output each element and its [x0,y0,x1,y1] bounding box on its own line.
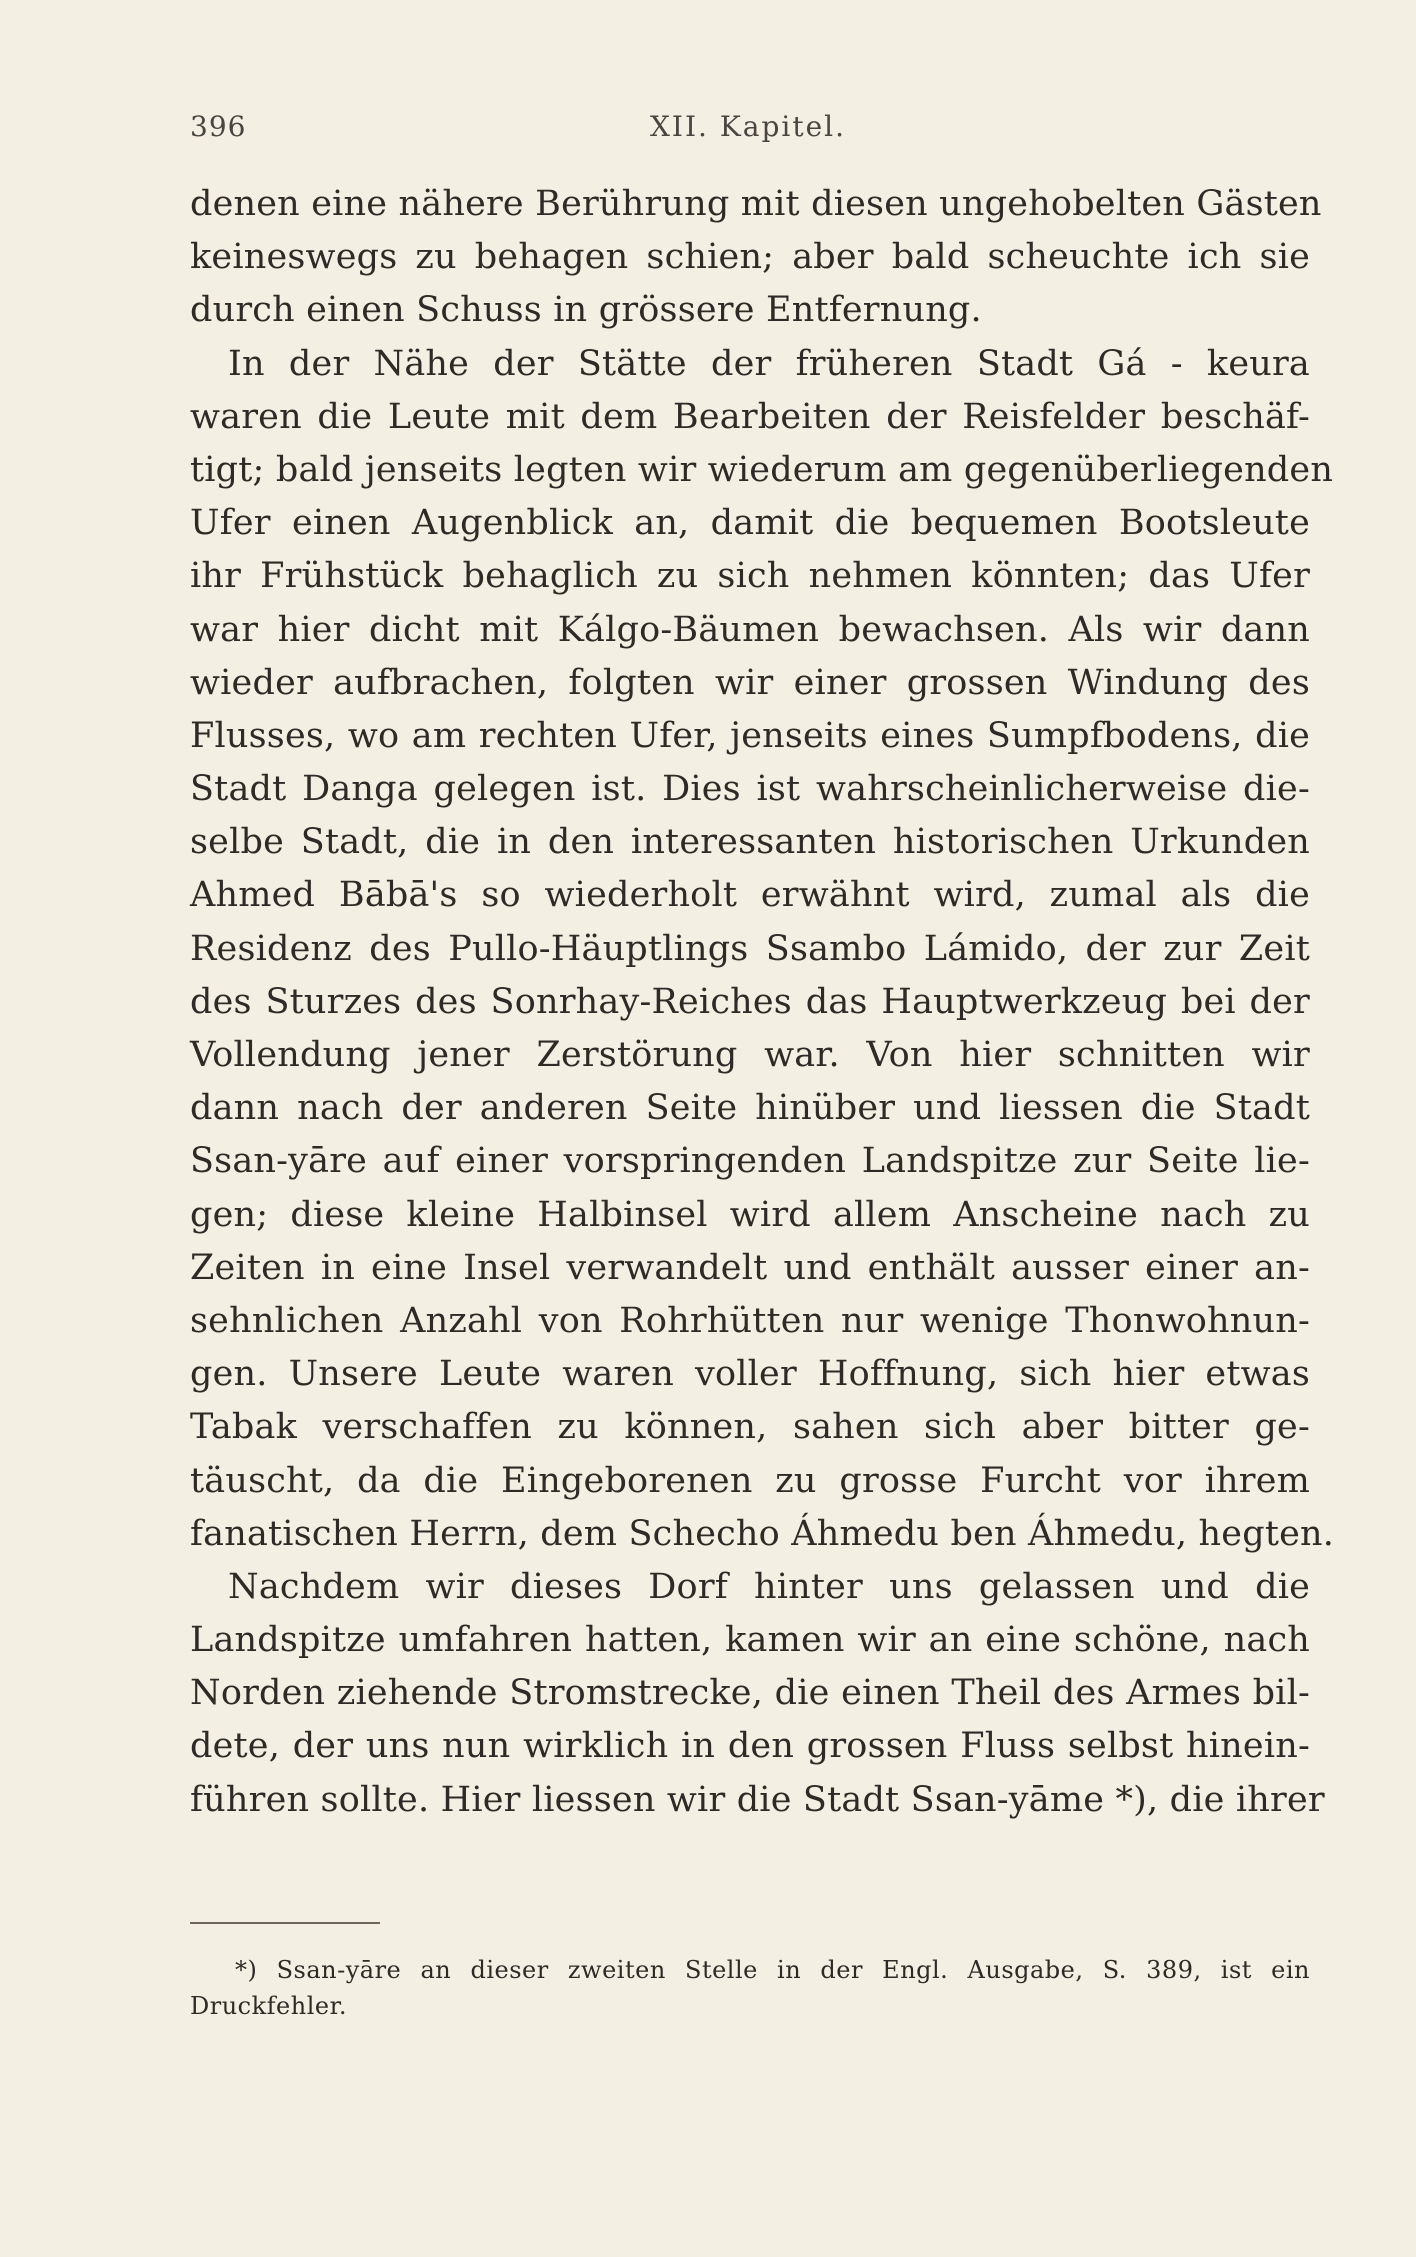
text-line: führen sollte. Hier liessen wir die Stadt Ssan-yāme *), die ihrer [190,1779,1325,1820]
text-line: ihr Frühstück behaglich zu sich nehmen könnten; das Ufer [190,556,1310,597]
footnote-line: Druckfehler. [190,1992,348,2020]
text-line: selbe Stadt, die in den interessanten historischen Urkunden [190,822,1310,863]
text-line: tigt; bald jenseits legten wir wiederum am gegenüberliegenden [190,449,1334,490]
text-line: Ufer einen Augenblick an, damit die bequemen Bootsleute [190,503,1310,544]
text-line: Tabak verschaffen zu können, sahen sich aber bitter ge- [190,1407,1310,1448]
text-line: Ssan-yāre auf einer vorspringenden Landspitze zur Seite lie- [190,1141,1310,1182]
text-line: durch einen Schuss in grössere Entfernung. [190,290,982,331]
text-line: Stadt Danga gelegen ist. Dies ist wahrscheinlicherweise die- [190,769,1310,810]
text-line: wieder aufbrachen, folgten wir einer grossen Windung des [190,662,1310,703]
body-text [190,178,1335,1827]
text-line: In der Nähe der Stätte der früheren Stadt Gá - keura [228,343,1310,384]
text-line: Flusses, wo am rechten Ufer, jenseits eines Sumpfbodens, die [190,715,1310,756]
text-line: sehnlichen Anzahl von Rohrhütten nur wenige Thonwohnun- [190,1300,1310,1341]
text-line: waren die Leute mit dem Bearbeiten der Reisfelder beschäf- [190,396,1310,437]
footnote-divider [190,1922,380,1924]
page-number: 396 [190,110,247,143]
text-line: Zeiten in eine Insel verwandelt und enthält ausser einer an- [190,1247,1310,1288]
text-line: Nachdem wir dieses Dorf hinter uns gelassen und die [228,1566,1310,1607]
text-line: Norden ziehende Stromstrecke, die einen Theil des Armes bil- [190,1673,1310,1714]
text-line: Vollendung jener Zerstörung war. Von hier schnitten wir [190,1035,1310,1075]
text-line: keineswegs zu behagen schien; aber bald scheuchte ich sie [190,237,1310,278]
text-line: fanatischen Herrn, dem Schecho Áhmedu ben Áhmedu, hegten. [190,1513,1335,1554]
running-head [190,110,1310,150]
footnote-line: *) Ssan-yāre an dieser zweiten Stelle in der Engl. Ausgabe, S. 389, ist ein [235,1956,1310,1984]
text-line: gen. Unsere Leute waren voller Hoffnung, sich hier etwas [190,1354,1310,1395]
chapter-title: XII. Kapitel. [650,110,847,143]
text-line: des Sturzes des Sonrhay-Reiches das Hauptwerkzeug bei der [190,981,1310,1022]
text-line: Ahmed Bābā's so wiederholt erwähnt wird, zumal als die [190,875,1310,916]
text-line: täuscht, da die Eingeborenen zu grosse Furcht vor ihrem [190,1460,1310,1501]
text-line: gen; diese kleine Halbinsel wird allem Anscheine nach zu [190,1194,1310,1235]
text-line: war hier dicht mit Kálgo-Bäumen bewachsen. Als wir dann [190,609,1310,650]
text-line: dete, der uns nun wirklich in den grossen Fluss selbst hinein- [190,1726,1310,1767]
text-line: dann nach der anderen Seite hinüber und liessen die Stadt [190,1088,1310,1129]
footnote [190,1952,1310,2024]
text-line: Residenz des Pullo-Häuptlings Ssambo Lámido, der zur Zeit [190,928,1310,969]
text-line: Landspitze umfahren hatten, kamen wir an eine schöne, nach [190,1620,1310,1661]
text-line: denen eine nähere Berührung mit diesen ungehobelten Gästen [190,184,1322,224]
